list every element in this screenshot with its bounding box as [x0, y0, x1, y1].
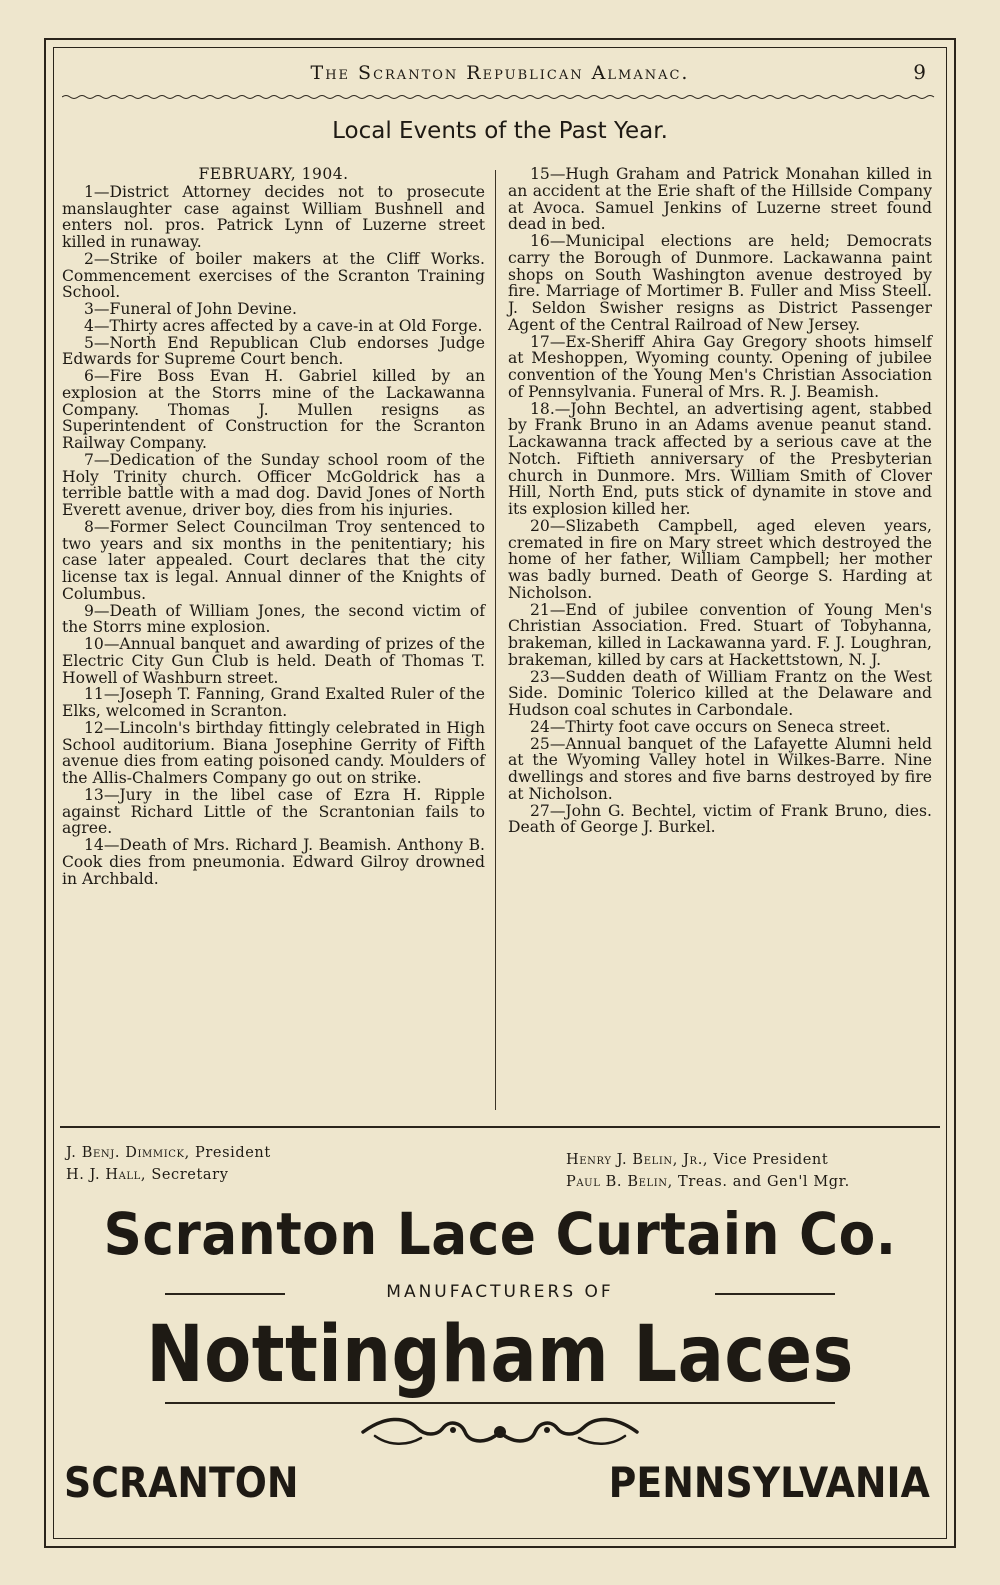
product-rule	[165, 1402, 835, 1404]
event-entry: 9—Death of William Jones, the second victim of the Storrs mine explosion.	[62, 601, 485, 637]
officer-name: Paul B. Belin	[566, 1174, 668, 1190]
event-entry: 18.—John Bechtel, an advertising agent, stabbed by Frank Bruno in an Adams avenue peanut stand. Lackawanna track affected by a serious cave at the Notch. Fiftieth anniversary of the Presbyterian church in Dunmore. Mrs. William Smith of Clover Hill, North End, puts stick of dynamite in stove and its explosion killed her.	[508, 399, 932, 518]
officer-president	[66, 1145, 271, 1161]
event-entry: 25—Annual banquet of the Lafayette Alumni held at the Wyoming Valley hotel in Wilkes-Barre. Nine dwellings and stores and five barns destroyed by fire at Nicholson.	[508, 734, 932, 803]
event-entry: 7—Dedication of the Sunday school room of the Holy Trinity church. Officer McGoldrick has a terrible battle with a mad dog. David Jones of North Everett avenue, driver boy, dies from his injuries.	[62, 450, 485, 519]
officer-name: H. J. Hall	[66, 1167, 141, 1183]
event-entry: 23—Sudden death of William Frantz on the West Side. Dominic Tolerico killed at the Delaware and Hudson coal schutes in Carbondale.	[508, 667, 932, 719]
event-entry: 6—Fire Boss Evan H. Gabriel killed by an explosion at the Storrs mine of the Lackawanna Company. Thomas J. Mullen resigns as Superintendent of Construction for the Scranton Railway Company.	[62, 367, 485, 452]
officer-title: , Secretary	[140, 1167, 229, 1183]
column-divider	[495, 170, 496, 1110]
product-name: Nottingham Laces	[146, 1310, 854, 1400]
flourish-ornament-icon	[355, 1414, 645, 1450]
event-entry: 10—Annual banquet and awarding of prizes of the Electric City Gun Club is held. Death of Thomas T. Howell of Washburn street.	[62, 635, 485, 687]
event-entry: 14—Death of Mrs. Richard J. Beamish. Anthony B. Cook dies from pneumonia. Edward Gilroy drowned in Archbald.	[62, 836, 485, 888]
event-entry: 1—District Attorney decides not to prosecute manslaughter case against William Bushnell and enters nol. pros. Patrick Lynn of Luzerne street killed in runaway.	[62, 182, 485, 251]
officer-name: J. Benj. Dimmick	[66, 1145, 185, 1161]
section-title: Local Events of the Past Year.	[332, 118, 668, 144]
event-entry: 8—Former Select Councilman Troy sentenced to two years and six months in the penitentiary; his case later appealed. Court declares that the city license tax is legal. Annual dinner of the Knights of Columbus.	[62, 517, 485, 603]
event-entry: 11—Joseph T. Fanning, Grand Exalted Ruler of the Elks, welcomed in Scranton.	[62, 685, 485, 720]
event-entry: 27—John G. Bechtel, victim of Frank Bruno, dies. Death of George J. Burkel.	[508, 801, 932, 837]
tagline-rule-right	[715, 1293, 835, 1295]
event-entry: 13—Jury in the libel case of Ezra H. Ripple against Richard Little of the Scrantonian fails to agree.	[62, 785, 485, 838]
manufacturers-line	[150, 1282, 850, 1306]
state-name: PENNSYLVANIA	[608, 1458, 930, 1507]
page-number: 9	[913, 60, 926, 84]
event-entry: 15—Hugh Graham and Patrick Monahan killed in an accident at the Erie shaft of the Hillside Company at Avoca. Samuel Jenkins of Luzerne street found dead in bed.	[508, 165, 932, 234]
event-entry: 4—Thirty acres affected by a cave-in at Old Forge.	[84, 316, 483, 335]
event-entry: 21—End of jubilee convention of Young Men's Christian Association. Fred. Stuart of Tobyhanna, brakeman, killed in Lackawanna yard. F. J. Loughran, brakeman, killed by cars at Hackettstown, N. J.	[508, 600, 932, 669]
officer-secretary	[66, 1167, 228, 1183]
running-title: The Scranton Republican Almanac.	[310, 62, 690, 84]
events-column-left	[62, 166, 485, 887]
header-wavy-rule	[62, 94, 938, 100]
officer-vice-president	[566, 1152, 828, 1168]
event-entry: 5—North End Republican Club endorses Judge Edwards for Supreme Court bench.	[62, 333, 485, 369]
event-entry: 20—Slizabeth Campbell, aged eleven years, cremated in fire on Mary street which destroyed the home of her father, William Campbell; her mother was badly burned. Death of George S. Harding at Nicholson.	[508, 516, 932, 602]
running-header	[60, 60, 940, 90]
event-entry: 16—Municipal elections are held; Democrats carry the Borough of Dunmore. Lackawanna paint shops on South Washington avenue destroyed by fire. Marriage of Mortimer B. Fuller and Miss Steell. J. Seldon Swisher resigns as District Passenger Agent of the Central Railroad of New Jersey.	[508, 232, 932, 334]
city-name: SCRANTON	[64, 1458, 299, 1507]
officer-title: , President	[184, 1145, 271, 1161]
advertisement-rule	[60, 1126, 940, 1128]
events-column-right	[508, 166, 932, 836]
event-entry: 3—Funeral of John Devine.	[84, 300, 297, 318]
event-entry: 2—Strike of boiler makers at the Cliff Works. Commencement exercises of the Scranton Training School.	[62, 249, 485, 302]
month-heading: FEBRUARY, 1904.	[198, 165, 349, 183]
event-entry: 12—Lincoln's birthday fittingly celebrated in High School auditorium. Biana Josephine Gerrity of Fifth avenue dies from eating poisoned candy. Moulders of the Allis-Chalmers Company go out on strike.	[62, 718, 485, 787]
tagline: MANUFACTURERS OF	[386, 1282, 614, 1302]
officer-title: , Treas. and Gen'l Mgr.	[667, 1174, 850, 1190]
officer-treasurer	[566, 1174, 850, 1190]
event-entry: 24—Thirty foot cave occurs on Seneca street.	[530, 717, 891, 736]
company-name: Scranton Lace Curtain Co.	[103, 1200, 897, 1268]
event-entry: 17—Ex-Sheriff Ahira Gay Gregory shoots himself at Meshoppen, Wyoming county. Opening of jubilee convention of the Young Men's Christian Association of Pennsylvania. Funeral of Mrs. R. J. Beamish.	[508, 332, 932, 401]
officer-title: , Vice President	[702, 1152, 829, 1168]
officer-name: Henry J. Belin, Jr.	[566, 1152, 703, 1168]
